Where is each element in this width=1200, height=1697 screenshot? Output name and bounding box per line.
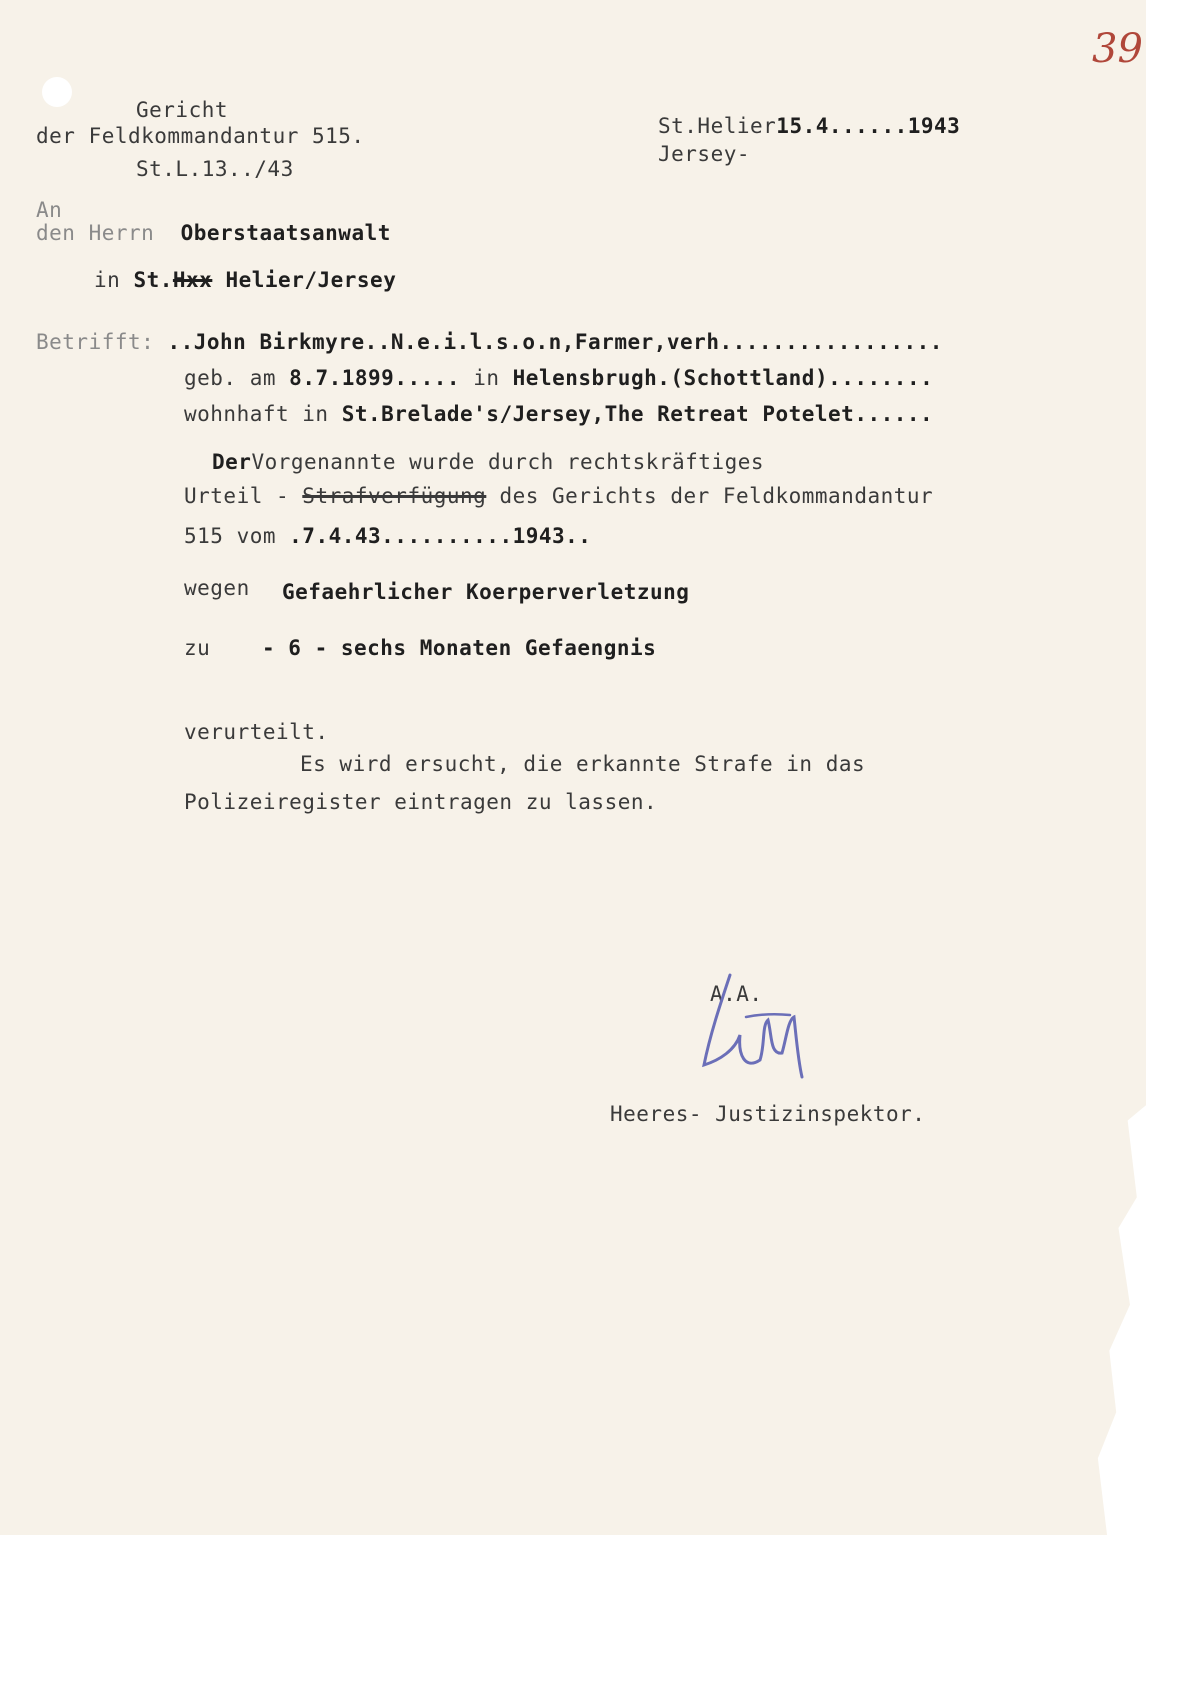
subject-line [36,330,943,354]
sender-court: Gericht [136,98,229,122]
recipient-struck: Hxx [172,268,213,292]
date: 15.4......1943 [776,114,961,138]
recipient-location [94,268,396,292]
recipient-prefix: den Herrn [36,221,155,245]
body-line-3 [184,524,591,548]
sender-unit: der Feldkommandantur 515. [36,124,365,148]
residence-value: St.Brelade's/Jersey,The Retreat Potelet...... [341,402,934,426]
recipient-in: in [94,268,121,292]
subject-name: ..John Birkmyre..N.e.i.l.s.o.n,Farmer,verh................. [167,330,943,354]
birth-in: in [473,366,500,390]
handwritten-signature [690,965,840,1095]
body-line-2 [184,484,933,508]
region: Jersey- [658,142,751,166]
birth-place: Helensbrugh.(Schottland)........ [512,366,934,390]
body-line-2-start: Urteil - [184,484,303,508]
birth-prefix: geb. am [184,366,277,390]
birth-line [184,366,933,390]
wegen-label: wegen [184,576,250,600]
signature-aa: A.A. [710,982,763,1006]
punch-hole [42,77,72,107]
subject-label: Betrifft: [36,330,155,354]
residence-line [184,402,933,426]
place-date [658,114,960,138]
body-line-1 [212,450,764,474]
body-line-1-rest: Vorgenannte wurde durch rechtskräftiges [251,450,765,474]
recipient-line [36,221,391,245]
sentence: - 6 - sechs Monaten Gefaengnis [262,636,657,660]
page-number: 39 [1092,26,1143,72]
birth-date: 8.7.1899..... [289,366,461,390]
recipient-an: An [36,198,63,222]
body-line-3-start: 515 vom [184,524,290,548]
place: St.Helier [658,114,777,138]
verurteilt: verurteilt. [184,720,329,744]
residence-prefix: wohnhaft in [184,402,329,426]
recipient-title: Oberstaatsanwalt [180,221,391,245]
struck-word: Strafverfügung [302,484,487,508]
signature-title: Heeres- Justizinspektor. [610,1102,926,1126]
offense: Gefaehrlicher Koerperverletzung [282,580,690,604]
body-lead: Der [212,450,252,474]
request-line-2: Polizeiregister eintragen zu lassen. [184,790,658,814]
request-line-1: Es wird ersucht, die erkannte Strafe in das [300,752,866,776]
recipient-city: Helier/Jersey [225,268,397,292]
zu-label: zu [184,636,211,660]
body-line-2-end: des Gerichts der Feldkommandantur [486,484,934,508]
recipient-city-start: St. [133,268,173,292]
judgment-date: .7.4.43..........1943.. [289,524,592,548]
reference-number: St.L.13../43 [136,157,294,181]
